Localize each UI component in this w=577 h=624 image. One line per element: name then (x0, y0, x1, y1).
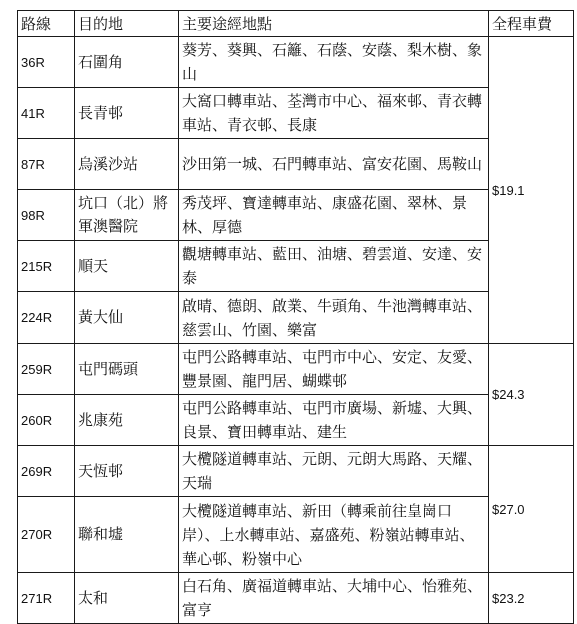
main-stops: 大欖隧道轉車站、元朗、元朗大馬路、天耀、天瑞 (179, 446, 489, 497)
fare-cell: $24.3 (489, 344, 574, 446)
bus-route-table (17, 10, 574, 624)
main-stops: 沙田第一城、石門轉車站、富安花園、馬鞍山 (179, 139, 489, 190)
destination: 坑口（北）將軍澳醫院 (75, 190, 179, 241)
route-number: 270R (18, 497, 75, 573)
table-row (18, 344, 574, 395)
route-number: 271R (18, 573, 75, 624)
fare-cell: $23.2 (489, 573, 574, 624)
header-route: 路線 (18, 11, 75, 37)
main-stops: 屯門公路轉車站、屯門市廣場、新墟、大興、良景、寶田轉車站、建生 (179, 395, 489, 446)
main-stops: 屯門公路轉車站、屯門市中心、安定、友愛、豐景園、龍門居、蝴蝶邨 (179, 344, 489, 395)
destination: 屯門碼頭 (75, 344, 179, 395)
destination: 烏溪沙站 (75, 139, 179, 190)
main-stops: 秀茂坪、寶達轉車站、康盛花園、翠林、景林、厚德 (179, 190, 489, 241)
table-row (18, 446, 574, 497)
destination: 兆康苑 (75, 395, 179, 446)
destination: 順天 (75, 241, 179, 292)
destination: 長青邨 (75, 88, 179, 139)
destination: 聯和墟 (75, 497, 179, 573)
fare-cell: $19.1 (489, 37, 574, 344)
route-number: 259R (18, 344, 75, 395)
main-stops: 大欖隧道轉車站、新田（轉乘前往皇崗口岸）、上水轉車站、嘉盛苑、粉嶺站轉車站、華心邨、粉嶺中心 (179, 497, 489, 573)
header-stops: 主要途經地點 (179, 11, 489, 37)
route-number: 87R (18, 139, 75, 190)
main-stops: 白石角、廣福道轉車站、大埔中心、怡雅苑、富亨 (179, 573, 489, 624)
table-row (18, 573, 574, 624)
destination: 黃大仙 (75, 292, 179, 344)
main-stops: 啟晴、德朗、啟業、牛頭角、牛池灣轉車站、慈雲山、竹園、樂富 (179, 292, 489, 344)
route-number: 260R (18, 395, 75, 446)
destination: 太和 (75, 573, 179, 624)
main-stops: 葵芳、葵興、石籬、石蔭、安蔭、梨木樹、象山 (179, 37, 489, 88)
destination: 天恆邨 (75, 446, 179, 497)
main-stops: 觀塘轉車站、藍田、油塘、碧雲道、安達、安泰 (179, 241, 489, 292)
header-fare: 全程車費 (489, 11, 574, 37)
header-row (18, 11, 574, 37)
route-number: 224R (18, 292, 75, 344)
header-destination: 目的地 (75, 11, 179, 37)
fare-cell: $27.0 (489, 446, 574, 573)
route-number: 269R (18, 446, 75, 497)
route-number: 41R (18, 88, 75, 139)
destination: 石圍角 (75, 37, 179, 88)
main-stops: 大窩口轉車站、荃灣市中心、福來邨、青衣轉車站、青衣邨、長康 (179, 88, 489, 139)
table-row (18, 37, 574, 88)
route-number: 36R (18, 37, 75, 88)
route-number: 215R (18, 241, 75, 292)
route-number: 98R (18, 190, 75, 241)
